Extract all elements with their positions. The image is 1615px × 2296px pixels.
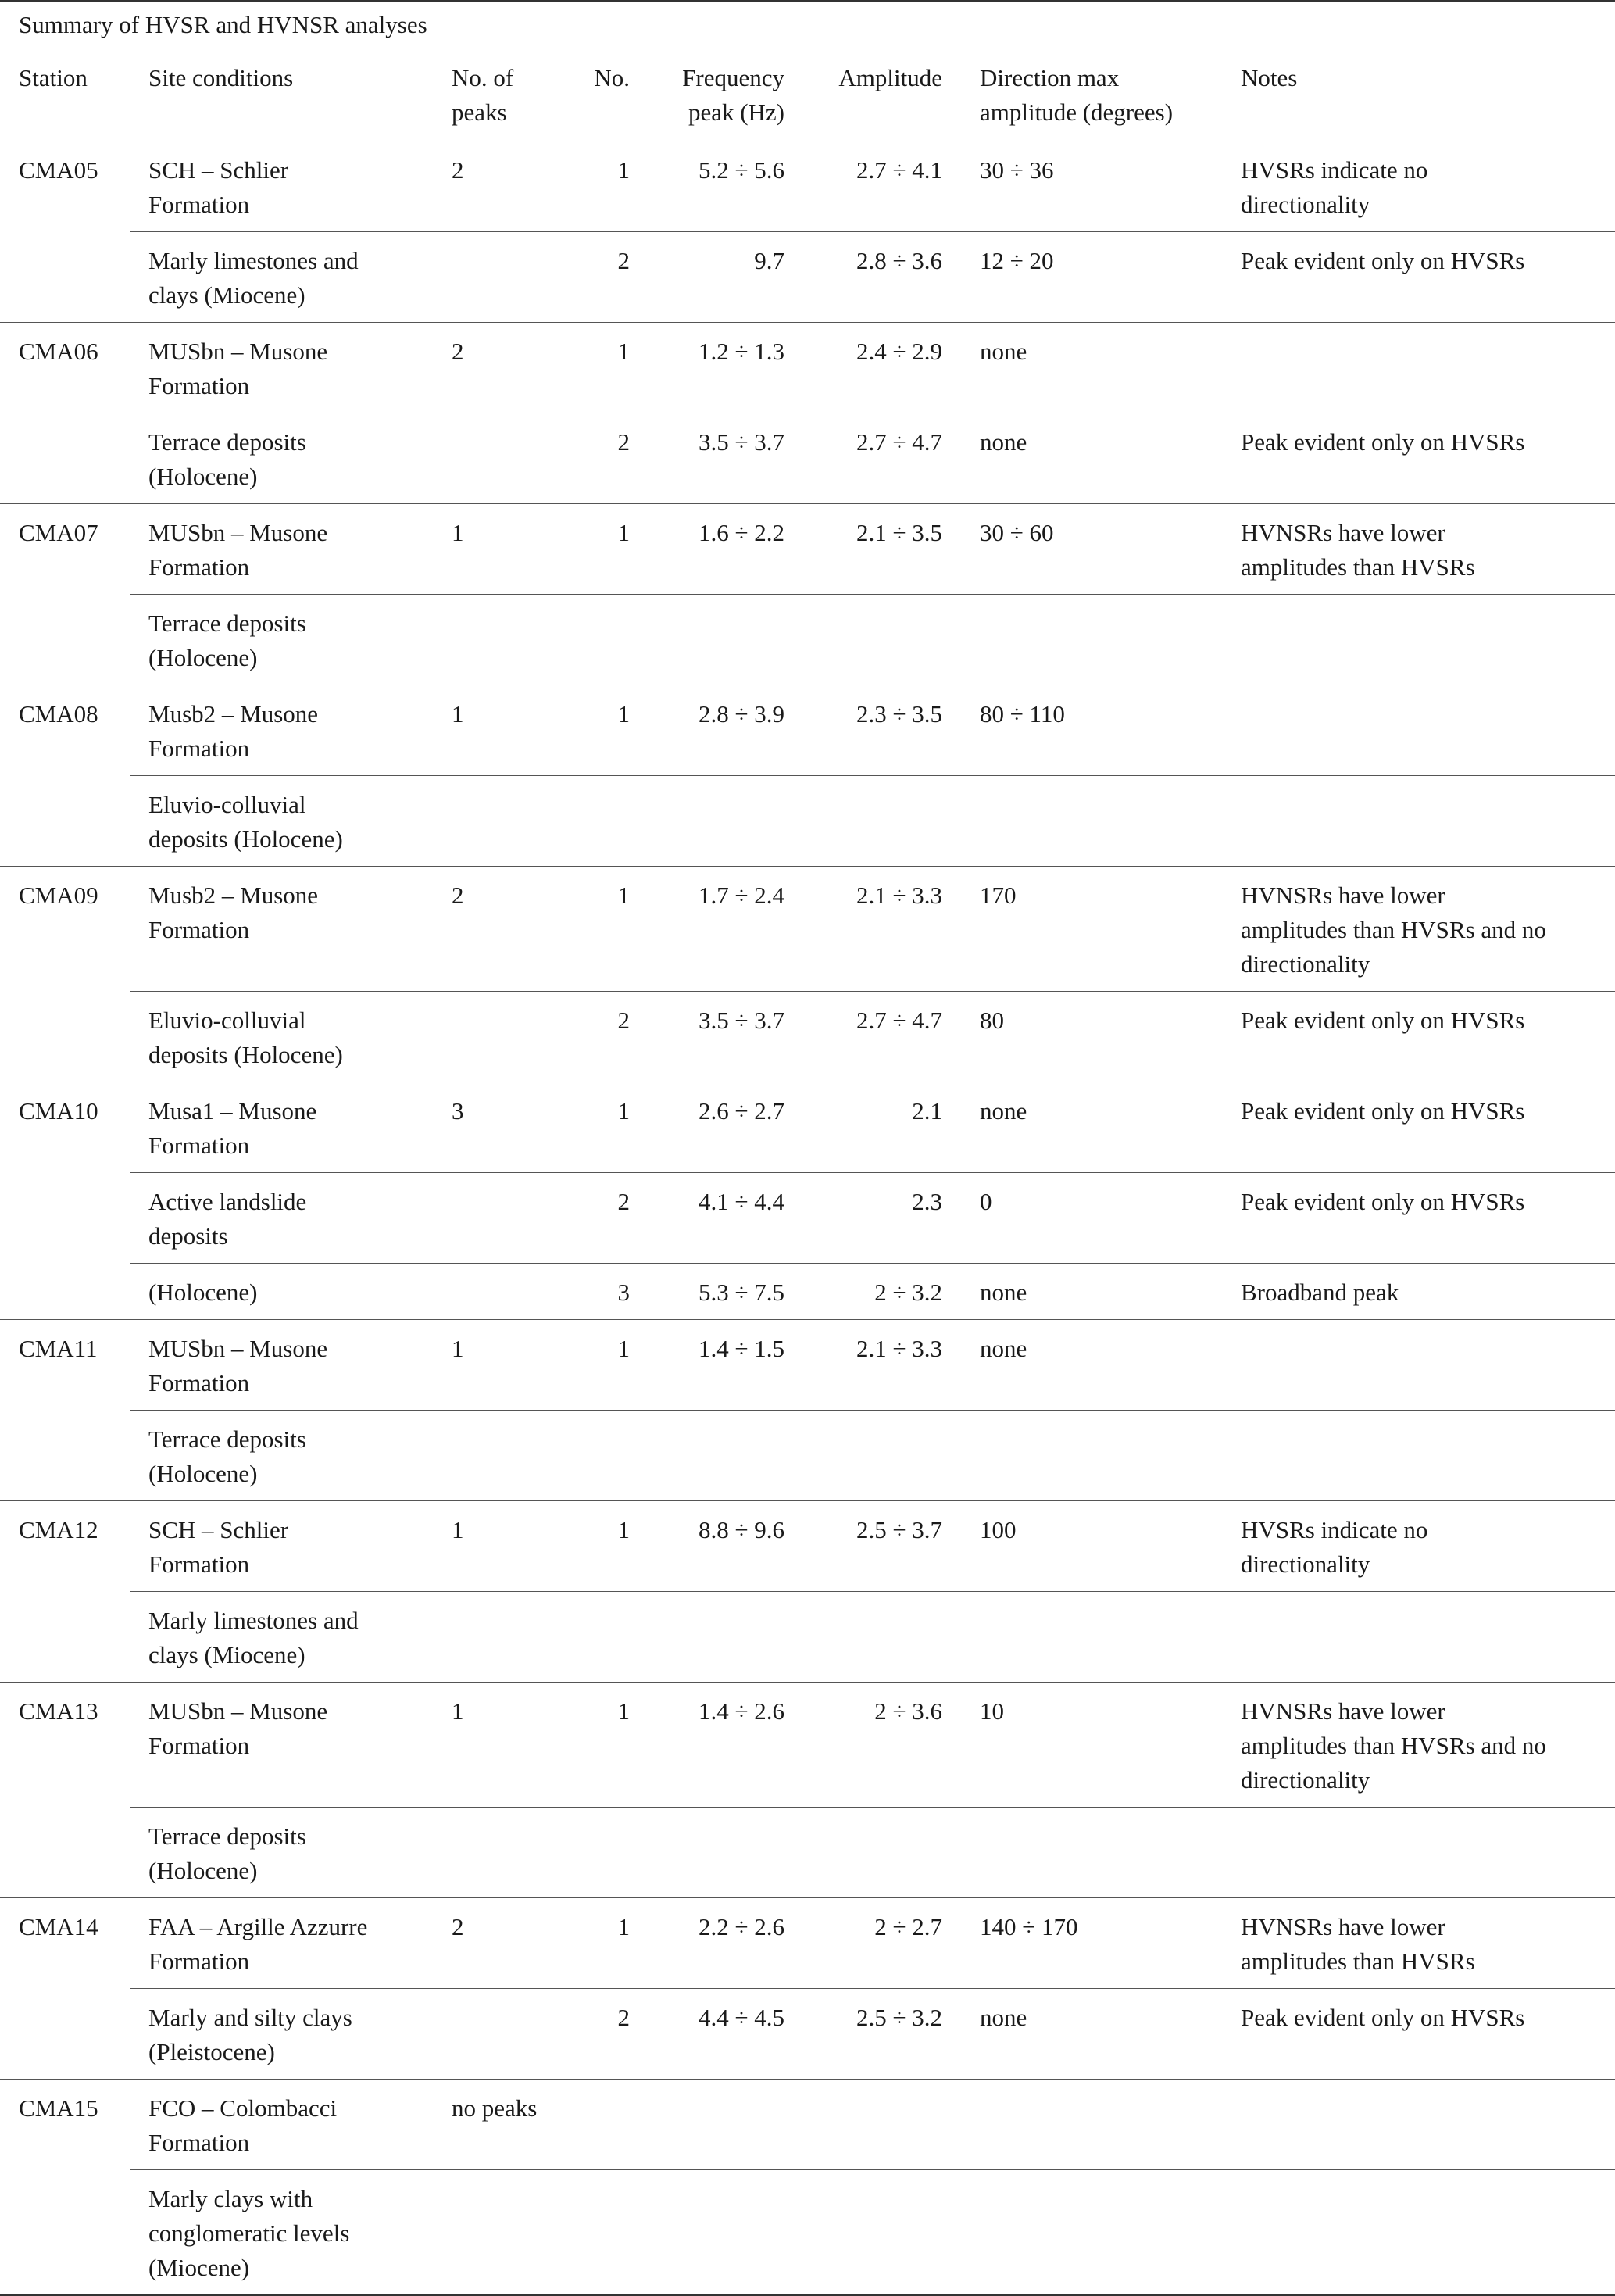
frequency-peak-cell: 9.7 [754,247,784,274]
station-cell: CMA09 [19,882,98,909]
amplitude-cell: 2.4 ÷ 2.9 [856,338,942,365]
number-of-peaks-cell: 3 [452,1097,464,1125]
notes-cell: HVNSRs have lower amplitudes than HVSRs [1241,1913,1475,1975]
site-conditions-cell: FCO – Colombacci Formation [148,2094,338,2156]
frequency-peak-cell: 3.5 ÷ 3.7 [698,428,784,456]
notes-cell: HVNSRs have lower amplitudes than HVSRs [1241,519,1475,581]
number-of-peaks-cell: 2 [452,338,464,365]
station-cell: CMA15 [19,2094,98,2122]
peak-number-cell: 2 [617,247,630,274]
station-cell: CMA11 [19,1335,98,1362]
amplitude-cell: 2.7 ÷ 4.1 [856,156,942,184]
frequency-peak-cell: 2.6 ÷ 2.7 [698,1097,784,1125]
frequency-peak-cell: 1.4 ÷ 2.6 [698,1697,784,1725]
notes-cell: Peak evident only on HVSRs [1241,428,1525,456]
site-conditions-cell: MUSbn – Musone Formation [148,338,328,399]
site-conditions-cell: Eluvio-colluvial deposits (Holocene) [148,791,343,853]
amplitude-cell: 2.3 ÷ 3.5 [856,700,942,728]
amplitude-cell: 2.3 [912,1188,942,1215]
station-cell: CMA06 [19,338,98,365]
site-conditions-cell: Terrace deposits (Holocene) [148,610,306,671]
station-subrow-rule [130,1410,1615,1411]
direction-max-amplitude-cell: none [980,338,1027,365]
station-group-rule [0,1682,1615,1683]
site-conditions-cell: Marly limestones and clays (Miocene) [148,247,359,309]
station-subrow-rule [130,1172,1615,1173]
direction-max-amplitude-cell: 170 [980,882,1017,909]
peak-number-cell: 2 [617,428,630,456]
direction-max-amplitude-cell: 140 ÷ 170 [980,1913,1078,1940]
station-cell: CMA12 [19,1516,98,1543]
station-group-rule [0,1319,1615,1320]
number-of-peaks-cell: no peaks [452,2094,538,2122]
peak-number-cell: 1 [617,882,630,909]
direction-max-amplitude-cell: none [980,1279,1027,1306]
notes-cell: HVSRs indicate no directionality [1241,1516,1428,1578]
peak-number-cell: 2 [617,2004,630,2031]
peak-number-cell: 1 [617,338,630,365]
number-of-peaks-cell: 1 [452,1335,464,1362]
frequency-peak-cell: 5.2 ÷ 5.6 [698,156,784,184]
notes-cell: Peak evident only on HVSRs [1241,247,1525,274]
header-frequency-peak: Frequency peak (Hz) [682,64,784,126]
direction-max-amplitude-cell: none [980,1335,1027,1362]
notes-cell: Broadband peak [1241,1279,1399,1306]
station-cell: CMA05 [19,156,98,184]
station-group-rule [0,1897,1615,1898]
amplitude-cell: 2.5 ÷ 3.2 [856,2004,942,2031]
peak-number-cell: 1 [617,1097,630,1125]
direction-max-amplitude-cell: none [980,1097,1027,1125]
notes-cell: HVNSRs have lower amplitudes than HVSRs and no directionality [1241,1697,1546,1794]
amplitude-cell: 2 ÷ 2.7 [874,1913,942,1940]
frequency-peak-cell: 4.1 ÷ 4.4 [698,1188,784,1215]
notes-cell: HVSRs indicate no directionality [1241,156,1428,218]
frequency-peak-cell: 8.8 ÷ 9.6 [698,1516,784,1543]
station-group-rule [0,503,1615,504]
site-conditions-cell: Eluvio-colluvial deposits (Holocene) [148,1007,343,1068]
frequency-peak-cell: 4.4 ÷ 4.5 [698,2004,784,2031]
site-conditions-cell: Active landslide deposits [148,1188,307,1250]
site-conditions-cell: Marly and silty clays (Pleistocene) [148,2004,352,2065]
header-peak-number: No. [594,64,630,91]
station-subrow-rule [130,2169,1615,2170]
station-cell: CMA14 [19,1913,98,1940]
site-conditions-cell: Marly limestones and clays (Miocene) [148,1607,359,1668]
site-conditions-cell: Marly clays with conglomeratic levels (Miocene) [148,2185,350,2281]
station-subrow-rule [130,1988,1615,1989]
station-subrow-rule [130,775,1615,776]
amplitude-cell: 2.8 ÷ 3.6 [856,247,942,274]
notes-cell: Peak evident only on HVSRs [1241,1097,1525,1125]
station-cell: CMA10 [19,1097,98,1125]
peak-number-cell: 1 [617,1697,630,1725]
site-conditions-cell: SCH – Schlier Formation [148,1516,289,1578]
station-subrow-rule [130,231,1615,232]
peak-number-cell: 1 [617,1913,630,1940]
header-amplitude: Amplitude [838,64,942,91]
direction-max-amplitude-cell: 30 ÷ 36 [980,156,1054,184]
frequency-peak-cell: 1.6 ÷ 2.2 [698,519,784,546]
site-conditions-cell: MUSbn – Musone Formation [148,1697,328,1759]
number-of-peaks-cell: 2 [452,1913,464,1940]
station-group-rule [0,1500,1615,1501]
peak-number-cell: 3 [617,1279,630,1306]
table-top-rule [0,0,1615,2]
station-group-rule [0,2079,1615,2080]
site-conditions-cell: Terrace deposits (Holocene) [148,428,306,490]
direction-max-amplitude-cell: 10 [980,1697,1004,1725]
peak-number-cell: 1 [617,1335,630,1362]
site-conditions-cell: Musa1 – Musone Formation [148,1097,317,1159]
site-conditions-cell: MUSbn – Musone Formation [148,1335,328,1397]
station-subrow-rule [130,991,1615,992]
station-cell: CMA07 [19,519,98,546]
amplitude-cell: 2.1 ÷ 3.3 [856,1335,942,1362]
station-subrow-rule [130,1591,1615,1592]
direction-max-amplitude-cell: 100 [980,1516,1017,1543]
station-subrow-rule [130,1807,1615,1808]
direction-max-amplitude-cell: 0 [980,1188,992,1215]
frequency-peak-cell: 2.2 ÷ 2.6 [698,1913,784,1940]
peak-number-cell: 2 [617,1007,630,1034]
number-of-peaks-cell: 2 [452,882,464,909]
site-conditions-cell: (Holocene) [148,1279,258,1306]
amplitude-cell: 2.1 ÷ 3.3 [856,882,942,909]
direction-max-amplitude-cell: 80 ÷ 110 [980,700,1065,728]
direction-max-amplitude-cell: none [980,2004,1027,2031]
number-of-peaks-cell: 1 [452,1697,464,1725]
notes-cell: Peak evident only on HVSRs [1241,1007,1525,1034]
frequency-peak-cell: 1.4 ÷ 1.5 [698,1335,784,1362]
amplitude-cell: 2.7 ÷ 4.7 [856,428,942,456]
amplitude-cell: 2.1 [912,1097,942,1125]
amplitude-cell: 2.5 ÷ 3.7 [856,1516,942,1543]
amplitude-cell: 2 ÷ 3.2 [874,1279,942,1306]
station-cell: CMA13 [19,1697,98,1725]
frequency-peak-cell: 2.8 ÷ 3.9 [698,700,784,728]
frequency-peak-cell: 1.7 ÷ 2.4 [698,882,784,909]
amplitude-cell: 2 ÷ 3.6 [874,1697,942,1725]
direction-max-amplitude-cell: none [980,428,1027,456]
notes-cell: HVNSRs have lower amplitudes than HVSRs and no directionality [1241,882,1546,978]
site-conditions-cell: FAA – Argille Azzurre Formation [148,1913,368,1975]
header-notes: Notes [1241,64,1298,91]
site-conditions-cell: Terrace deposits (Holocene) [148,1822,306,1884]
frequency-peak-cell: 5.3 ÷ 7.5 [698,1279,784,1306]
site-conditions-cell: Musb2 – Musone Formation [148,882,319,943]
header-station: Station [19,64,88,91]
header-number-of-peaks: No. of peaks [452,64,514,126]
amplitude-cell: 2.7 ÷ 4.7 [856,1007,942,1034]
site-conditions-cell: SCH – Schlier Formation [148,156,289,218]
notes-cell: Peak evident only on HVSRs [1241,2004,1525,2031]
header-direction-max-amplitude: Direction max amplitude (degrees) [980,64,1174,126]
notes-cell: Peak evident only on HVSRs [1241,1188,1525,1215]
direction-max-amplitude-cell: 12 ÷ 20 [980,247,1054,274]
table-caption: Summary of HVSR and HVNSR analyses [19,11,427,38]
site-conditions-cell: MUSbn – Musone Formation [148,519,328,581]
direction-max-amplitude-cell: 80 [980,1007,1004,1034]
site-conditions-cell: Terrace deposits (Holocene) [148,1425,306,1487]
number-of-peaks-cell: 1 [452,1516,464,1543]
direction-max-amplitude-cell: 30 ÷ 60 [980,519,1054,546]
station-subrow-rule [130,594,1615,595]
number-of-peaks-cell: 1 [452,700,464,728]
peak-number-cell: 1 [617,156,630,184]
peak-number-cell: 2 [617,1188,630,1215]
number-of-peaks-cell: 2 [452,156,464,184]
peak-number-cell: 1 [617,519,630,546]
station-subrow-rule [130,1263,1615,1264]
station-group-rule [0,322,1615,323]
station-group-rule [0,866,1615,867]
station-cell: CMA08 [19,700,98,728]
frequency-peak-cell: 3.5 ÷ 3.7 [698,1007,784,1034]
frequency-peak-cell: 1.2 ÷ 1.3 [698,338,784,365]
peak-number-cell: 1 [617,700,630,728]
site-conditions-cell: Musb2 – Musone Formation [148,700,319,762]
peak-number-cell: 1 [617,1516,630,1543]
header-site-conditions: Site conditions [148,64,294,91]
amplitude-cell: 2.1 ÷ 3.5 [856,519,942,546]
number-of-peaks-cell: 1 [452,519,464,546]
